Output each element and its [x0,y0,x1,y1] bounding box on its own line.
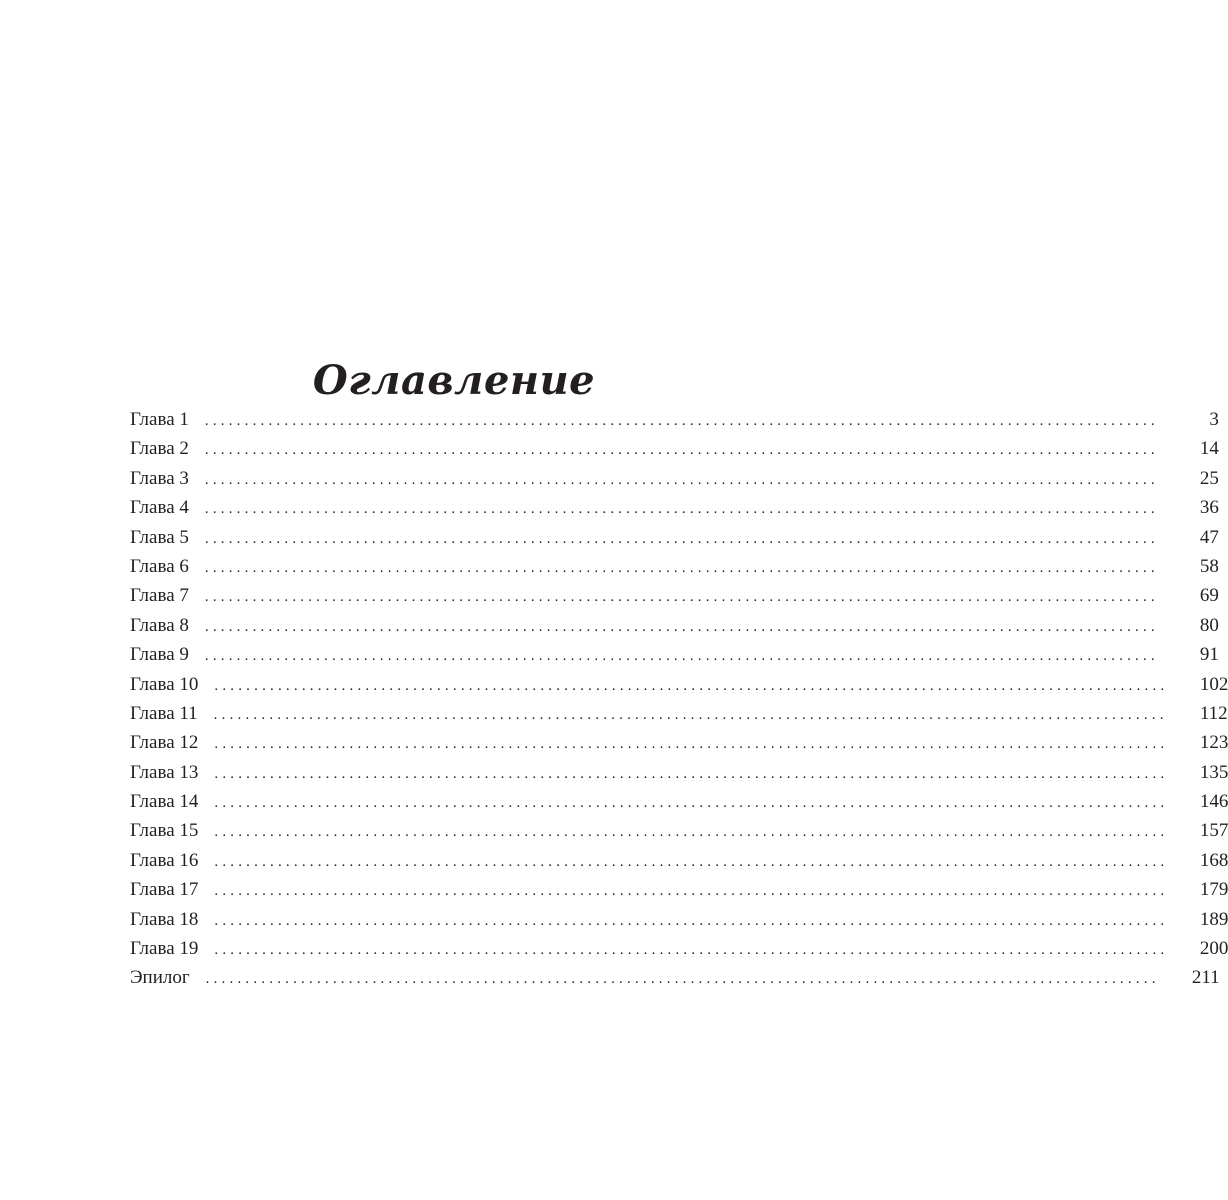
dot-leader: ........................................................................................................................ [214,883,1169,900]
toc-entry-label: Глава 2 [130,438,189,460]
dot-leader: ........................................................................................................................ [214,677,1169,694]
toc-entry-label: Глава 4 [130,497,189,519]
dot-leader: ........................................................................................................................ [213,706,1168,723]
toc-entry-page: 189 [1199,908,1228,930]
toc-entry [130,875,1228,904]
dot-leader: ........................................................................................................................ [204,618,1159,635]
toc-entry-page: 47 [1199,526,1219,548]
toc-entry [130,640,1219,669]
toc-entry [130,816,1228,845]
toc-entry [130,611,1219,640]
dot-leader: ........................................................................................................................ [204,530,1159,547]
toc-entry-page: 69 [1199,585,1219,607]
dot-leader: ........................................................................................................................ [204,413,1159,429]
toc-entry-label: Глава 14 [130,791,199,813]
toc-entry [130,728,1228,757]
dot-leader: ........................................................................................................................ [214,824,1169,841]
toc-entry-page: 200 [1199,938,1228,960]
toc-entry-label: Глава 12 [130,732,199,754]
toc-entry-page: 25 [1199,467,1219,489]
toc-entry-label: Глава 10 [130,673,199,695]
toc-entry-label: Глава 15 [130,820,199,842]
toc-entry-label: Глава 17 [130,879,199,901]
toc-entry-page: 3 [1209,409,1219,430]
toc-entry-label: Глава 19 [130,938,199,960]
toc-entry [130,787,1228,816]
toc-entry-page: 91 [1199,644,1219,666]
toc-entry-page: 135 [1199,761,1228,783]
toc-entry-page: 112 [1199,702,1228,724]
toc-entry [130,405,1219,434]
toc-entry-label: Глава 16 [130,849,199,871]
toc-entry-label: Глава 6 [130,555,189,577]
toc-entry-page: 123 [1199,732,1228,754]
toc-entry [130,905,1228,934]
dot-leader: ........................................................................................................................ [214,912,1169,929]
toc-entry [130,699,1228,728]
toc-entry-label: Глава 5 [130,526,189,548]
toc-entry-label: Глава 3 [130,467,189,489]
dot-leader: ........................................................................................................................ [204,442,1159,459]
toc-entry-page: 58 [1199,555,1219,577]
toc-entry-label: Эпилог [130,967,190,989]
toc-entry [130,552,1219,581]
toc-entry-label: Глава 11 [130,702,198,724]
dot-leader: ........................................................................................................................ [214,795,1169,812]
dot-leader: ........................................................................................................................ [204,589,1159,606]
toc-entry [130,581,1219,610]
toc-entry [130,846,1228,875]
toc-entry-page: 146 [1199,791,1228,813]
toc-entry [130,464,1219,493]
toc-entry-page: 168 [1199,849,1228,871]
dot-leader: ........................................................................................................................ [214,853,1169,870]
dot-leader: ........................................................................................................................ [214,942,1169,959]
dot-leader: ........................................................................................................................ [204,471,1159,488]
toc-entry-page: 179 [1199,879,1228,901]
toc-entry-page: 80 [1199,614,1219,636]
toc-entry [130,934,1228,963]
toc-entry-label: Глава 18 [130,908,199,930]
dot-leader: ........................................................................................................................ [214,765,1169,782]
toc-entry-label: Глава 8 [130,614,189,636]
toc-title: Оглавление [312,356,596,404]
toc-entry-label: Глава 9 [130,644,189,666]
toc-entry [130,493,1219,522]
toc-entry-page: 36 [1199,497,1219,519]
toc-entry-label: Глава 1 [130,409,189,430]
toc-entry-page: 102 [1199,673,1228,695]
toc-entry-page: 211 [1191,967,1220,989]
toc-list [130,405,1228,993]
dot-leader: ........................................................................................................................ [204,648,1159,665]
toc-entry [130,963,1220,992]
toc-entry-label: Глава 7 [130,585,189,607]
toc-entry-page: 14 [1199,438,1219,460]
dot-leader: ........................................................................................................................ [214,736,1169,753]
toc-entry-label: Глава 13 [130,761,199,783]
toc-entry [130,434,1219,463]
dot-leader: ........................................................................................................................ [204,559,1159,576]
toc-entry-page: 157 [1199,820,1228,842]
dot-leader: ........................................................................................................................ [204,501,1159,518]
toc-entry [130,523,1219,552]
toc-entry [130,758,1228,787]
dot-leader: ........................................................................................................................ [205,971,1160,988]
toc-entry [130,670,1228,699]
